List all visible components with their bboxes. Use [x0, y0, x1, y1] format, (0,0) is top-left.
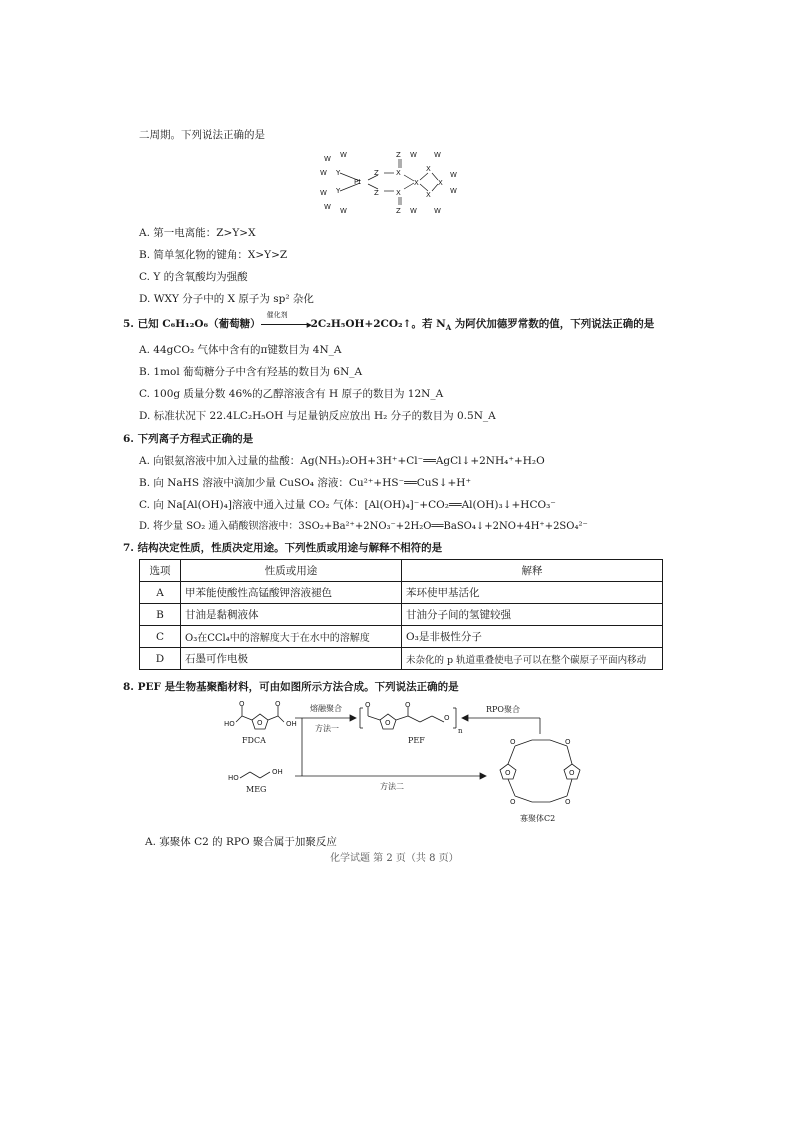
svg-text:W: W: [410, 207, 417, 215]
table-row: [140, 582, 663, 604]
label-pef: PEF: [408, 736, 425, 745]
q8-synthesis-diagram: [210, 698, 590, 828]
q8-stem: 8. PEF 是生物基聚酯材料，可由如图所示方法合成。下列说法正确的是: [123, 681, 459, 693]
cell: 甘油分子间的氢键较强: [402, 604, 663, 626]
svg-text:O: O: [275, 700, 281, 708]
table-row: [140, 648, 663, 670]
atom-label: W: [324, 155, 331, 163]
svg-text:O: O: [365, 701, 371, 709]
q4-option-b: B. 简单氢化物的键角：X>Y>Z: [139, 249, 288, 261]
q6-option-c: C. 向 Na[Al(OH)₄]溶液中通入过量 CO₂ 气体：[Al(OH)₄]⁻+CO₂══Al(OH)₃↓+HCO₃⁻: [139, 499, 556, 511]
q5-option-a: A. 44gCO₂ 气体中含有的π键数目为 4N_A: [139, 344, 342, 356]
col-explanation: 解释: [402, 560, 663, 582]
svg-text:W: W: [410, 151, 417, 159]
q6-option-d: D. 将少量 SO₂ 通入硝酸钡溶液中：3SO₂+Ba²⁺+2NO₃⁻+2H₂O══BaSO₄↓+2NO+4H⁺+2SO₄²⁻: [139, 521, 588, 532]
svg-text:W: W: [434, 207, 441, 215]
svg-text:W: W: [450, 171, 457, 179]
svg-text:OH: OH: [272, 768, 283, 776]
q7-table: [139, 559, 663, 670]
svg-text:X: X: [396, 169, 401, 177]
col-option: 选项: [140, 560, 181, 582]
label-method2: 方法二: [380, 782, 404, 791]
svg-text:W: W: [434, 151, 441, 159]
svg-text:Z: Z: [396, 207, 401, 215]
label-n: n: [458, 727, 463, 735]
svg-text:X: X: [396, 189, 401, 197]
svg-text:W: W: [320, 189, 327, 197]
svg-text:O: O: [239, 700, 245, 708]
svg-text:W: W: [450, 187, 457, 195]
svg-text:O: O: [257, 719, 263, 727]
q5-option-b: B. 1mol 葡萄糖分子中含有羟基的数目为 6N_A: [139, 366, 363, 378]
svg-text:Z: Z: [396, 151, 401, 159]
page-footer: 化学试题 第 2 页（共 8 页）: [330, 853, 459, 864]
na-subscript: A: [445, 323, 452, 333]
svg-text:W: W: [340, 207, 347, 215]
svg-text:O: O: [569, 769, 575, 777]
cell: 甘油是黏稠液体: [181, 604, 402, 626]
label-rpo: RPO聚合: [486, 705, 520, 714]
svg-text:Z: Z: [374, 189, 379, 197]
label-method1-bottom: 方法一: [315, 724, 339, 733]
q6-stem: 6. 下列离子方程式正确的是: [123, 433, 254, 445]
svg-text:Y: Y: [336, 169, 341, 177]
table-header-row: [140, 560, 663, 582]
svg-text:X: X: [438, 179, 443, 187]
cell: B: [140, 604, 181, 626]
cell: 甲苯能使酸性高锰酸钾溶液褪色: [181, 582, 402, 604]
svg-text:X: X: [414, 179, 419, 187]
cell: 苯环使甲基活化: [402, 582, 663, 604]
table-row: [140, 626, 663, 648]
cell: O₃是非极性分子: [402, 626, 663, 648]
arrow-label: 催化剂: [266, 311, 288, 319]
svg-text:Z: Z: [374, 169, 379, 177]
q7-stem: 7. 结构决定性质，性质决定用途。下列性质或用途与解释不相符的是: [123, 542, 443, 554]
q5-option-c: C. 100g 质量分数 46%的乙醇溶液含有 H 原子的数目为 12N_A: [139, 388, 444, 400]
q8-option-a: A. 寡聚体 C2 的 RPO 聚合属于加聚反应: [145, 836, 337, 848]
q4-stem-tail: 二周期。下列说法正确的是: [139, 129, 265, 141]
q6-option-a: A. 向银氨溶液中加入过量的盐酸：Ag(NH₃)₂OH+3H⁺+Cl⁻══AgCl↓+2NH₄⁺+H₂O: [139, 455, 545, 467]
cell: D: [140, 648, 181, 670]
q5-option-d: D. 标准状况下 22.4LC₂H₅OH 与足量钠反应放出 H₂ 分子的数目为 0.5N_A: [139, 410, 496, 422]
svg-text:X: X: [426, 165, 431, 173]
q4-option-d: D. WXY 分子中的 X 原子为 sp² 杂化: [139, 293, 314, 305]
svg-text:W: W: [340, 151, 347, 159]
svg-text:HO: HO: [224, 720, 235, 728]
svg-text:O: O: [405, 701, 411, 709]
reaction-arrow: 催化剂 ▶: [261, 317, 311, 332]
q4-structure-diagram: [310, 147, 470, 217]
svg-text:O: O: [510, 738, 516, 746]
svg-text:Y: Y: [336, 187, 341, 195]
q4-option-c: C. Y 的含氧酸均为强酸: [139, 271, 248, 283]
svg-text:O: O: [510, 798, 516, 806]
svg-text:W: W: [324, 203, 331, 211]
q6-option-b: B. 向 NaHS 溶液中滴加少量 CuSO₄ 溶液：Cu²⁺+HS⁻══CuS↓+H⁺: [139, 477, 472, 489]
q5-stem-post2: 为阿伏加德罗常数的值，下列说法正确的是: [451, 318, 655, 330]
label-fdca: FDCA: [242, 736, 266, 745]
cell: 未杂化的 p 轨道重叠使电子可以在整个碳原子平面内移动: [402, 648, 663, 670]
cell: 石墨可作电极: [181, 648, 402, 670]
col-property: 性质或用途: [181, 560, 402, 582]
q5-stem: [123, 311, 655, 333]
svg-text:Pt: Pt: [354, 178, 361, 186]
cell: O₃在CCl₄中的溶解度大于在水中的溶解度: [181, 626, 402, 648]
table-row: [140, 604, 663, 626]
svg-text:HO: HO: [228, 774, 239, 782]
label-method1-top: 熔融聚合: [310, 704, 342, 713]
svg-text:O: O: [385, 719, 391, 727]
q5-stem-pre: 5. 已知 C₆H₁₂O₆（葡萄糖）: [123, 318, 261, 330]
svg-text:OH: OH: [286, 720, 297, 728]
svg-text:X: X: [426, 191, 431, 199]
svg-text:O: O: [565, 798, 571, 806]
label-c2: 寡聚体C2: [520, 814, 556, 823]
cell: C: [140, 626, 181, 648]
svg-text:W: W: [320, 169, 327, 177]
q4-option-a: A. 第一电离能：Z>Y>X: [139, 227, 256, 239]
cell: A: [140, 582, 181, 604]
svg-text:O: O: [444, 714, 450, 722]
label-meg: MEG: [246, 785, 267, 794]
q5-stem-post: 2C₂H₅OH+2CO₂↑。若 N: [310, 318, 446, 330]
svg-text:O: O: [505, 769, 511, 777]
svg-text:O: O: [565, 738, 571, 746]
